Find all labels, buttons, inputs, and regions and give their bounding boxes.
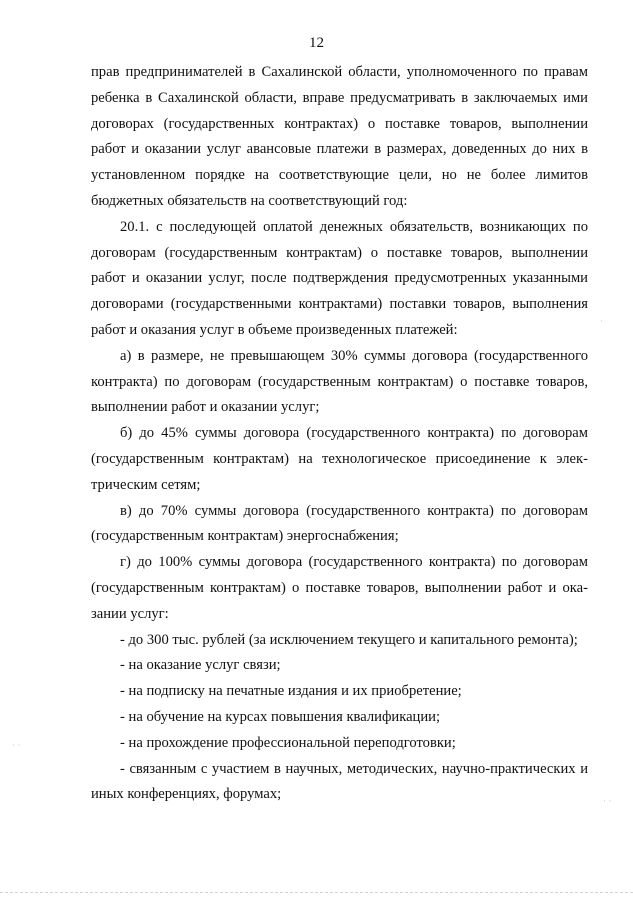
- page-number: 12: [309, 35, 324, 51]
- paragraph-item-b: б) до 45% суммы договора (государственного контракта) по договорам (государственным контрактам) на технологическое присоединение к электрическим сетям;: [91, 425, 588, 493]
- list-item-dash-1: - до 300 тыс. рублей (за исключением текущего и капитального ремонта);: [120, 631, 578, 648]
- list-item-dash-5: - на прохождение профессиональной переподготовки;: [120, 734, 456, 751]
- scan-artifact-right-top: ·: [600, 317, 603, 327]
- list-item-dash-2: - на оказание услуг связи;: [120, 657, 281, 674]
- list-item-dash-6: - связанным с участием в научных, методических, научно-практических и иных конференциях, форумах;: [91, 760, 588, 803]
- list-item-dash-3: - на подписку на печатные издания и их приобретение;: [120, 683, 462, 700]
- document-body: [91, 60, 588, 808]
- paragraph-item-g: г) до 100% суммы договора (государственного контракта) по договорам (государственным контрактам) о поставке товаров, выполнении работ и оказании услуг:: [91, 554, 588, 622]
- paragraph-item-a: а) в размере, не превышающем 30% суммы договора (государственного контракта) по договорам (государственным контрактам) о поставке товаров, выполнении работ и оказании услуг;: [91, 347, 588, 416]
- list-item-dash-4: - на обучение на курсах повышения квалификации;: [120, 708, 441, 725]
- scan-artifact-right-bottom: · ·: [603, 797, 612, 807]
- scan-edge-line: [0, 892, 633, 893]
- scan-artifact-left: · ·: [12, 741, 21, 751]
- paragraph-item-v: в) до 70% суммы договора (государственного контракта) по договорам (государственным контрактам) энергоснабжения;: [91, 502, 588, 545]
- paragraph-continuation: прав предпринимателей в Сахалинской области, уполномоченного по правам ребенка в Сахалинской области, вправе предусматривать в заключаемых ими договорах (государственных контрактах) о поставке товаров, выполнении работ и оказании услуг авансовые платежи в размерах, доведенных до них в установленном порядке на соответствующие цели, но не более лимитов бюджетных обязательств на соответствующий год:: [91, 64, 588, 209]
- paragraph-item-20-1: 20.1. с последующей оплатой денежных обязательств, возникающих по договорам (государственным контрактам) о поставке товаров, выполнении работ и оказании услуг, после подтверждения предусмотренных указанными договорами (государственными контрактами) поставки товаров, выполнения работ и оказания услуг в объеме произведенных платежей:: [91, 218, 588, 338]
